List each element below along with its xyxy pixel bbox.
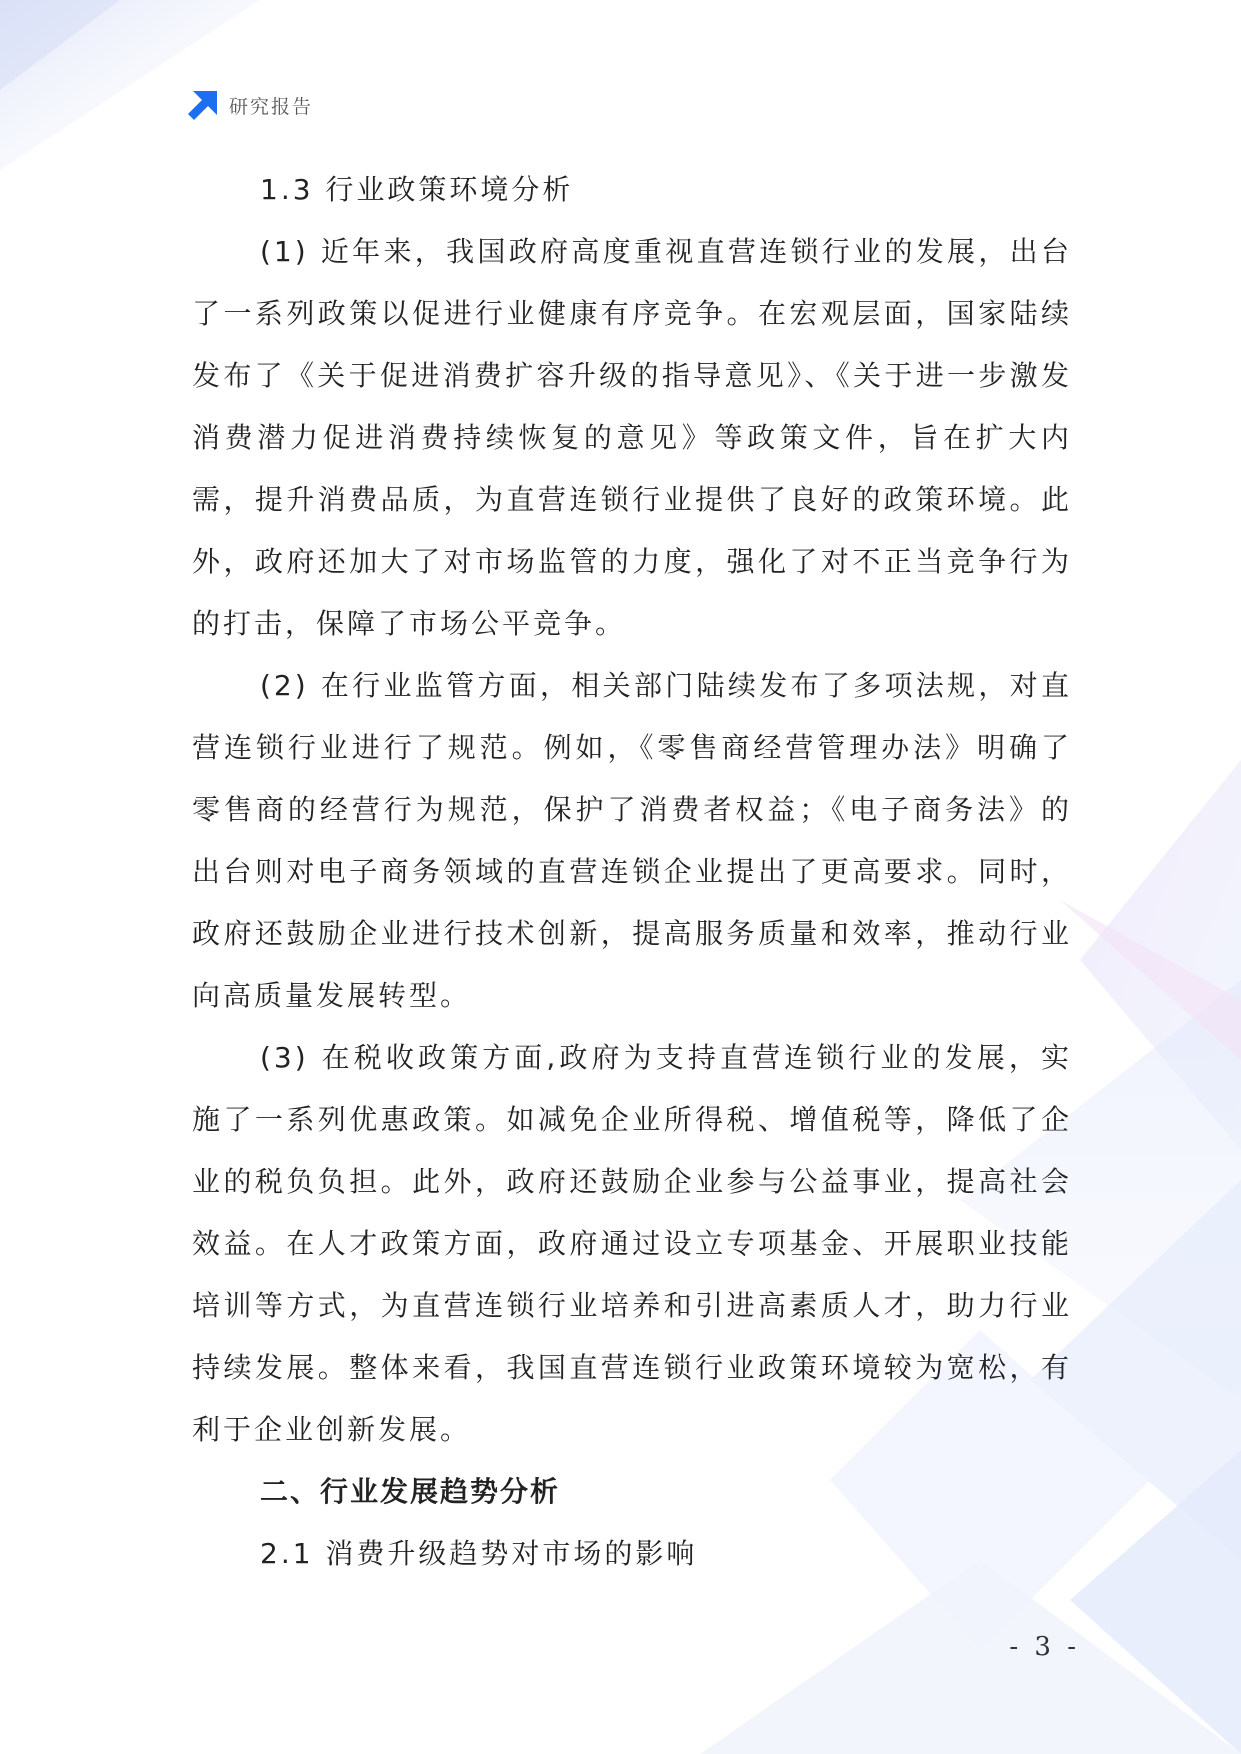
header-title: 研究报告 — [229, 95, 314, 118]
paragraph-1: (1) 近年来，我国政府高度重视直营连锁行业的发展，出台了一系列政策以促进行业健康有序竞争。在宏观层面，国家陆续发布了《关于促进消费扩容升级的指导意见》、《关于进一步激发消费潜力促进消费持续恢复的意见》等政策文件，旨在扩大内需，提升消费品质，为直营连锁行业提供了良好的政策环境。此外，政府还加大了对市场监管的力度，强化了对不正当竞争行为的打击，保障了市场公平竞争。 — [192, 235, 1072, 640]
paragraph-2: (2) 在行业监管方面，相关部门陆续发布了多项法规，对直营连锁行业进行了规范。例如，《零售商经营管理办法》明确了零售商的经营行为规范，保护了消费者权益；《电子商务法》的出台则对电子商务领域的直营连锁企业提出了更高要求。同时，政府还鼓励企业进行技术创新，提高服务质量和效率，推动行业向高质量发展转型。 — [192, 669, 1072, 1012]
paragraph-3: (3) 在税收政策方面,政府为支持直营连锁行业的发展，实施了一系列优惠政策。如减免企业所得税、增值税等，降低了企业的税负负担。此外，政府还鼓励企业参与公益事业，提高社会效益。在人才政策方面，政府通过设立专项基金、开展职业技能培训等方式，为直营连锁行业培养和引进高素质人才，助力行业持续发展。整体来看，我国直营连锁行业政策环境较为宽松，有利于企业创新发展。 — [192, 1041, 1072, 1446]
section-heading-1-3: 1.3 行业政策环境分析 — [260, 173, 574, 206]
document-body — [192, 159, 1072, 1585]
chapter-heading-2: 二、行业发展趋势分析 — [260, 1475, 561, 1508]
report-header — [187, 88, 313, 122]
page-number: - 3 - — [1009, 1632, 1080, 1662]
arrow-up-right-icon — [187, 89, 219, 121]
section-heading-2-1: 2.1 消费升级趋势对市场的影响 — [260, 1537, 698, 1570]
